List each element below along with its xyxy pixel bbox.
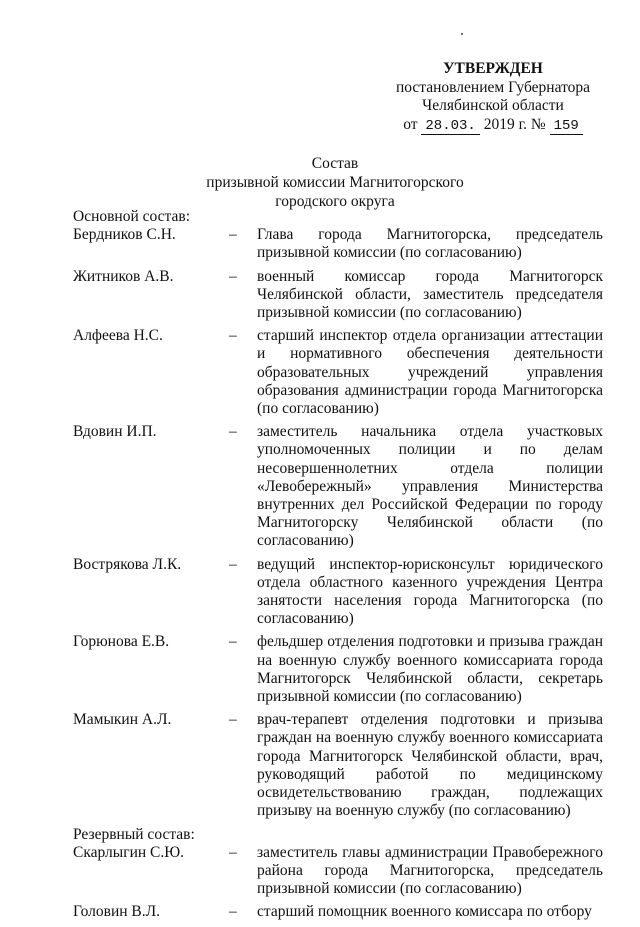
member-row (73, 423, 603, 550)
member-role: врач-терапевт отделения подготовки и призыва граждан на военную службу военного комиссариата города Магнитогорск Челябинской области, врач, руководящий работой по медицинскому освидетельствованию граждан, подлежащих призыву на военную службу (по согласованию) (257, 711, 603, 820)
main-section-label: Основной состав: (73, 208, 191, 225)
member-role: Глава города Магнитогорска, председатель призывной комиссии (по согласованию) (257, 226, 603, 262)
member-row (73, 711, 603, 820)
member-name: Бердников С.Н. (73, 226, 176, 244)
member-row (73, 903, 603, 921)
member-name: Вострякова Л.К. (73, 555, 182, 573)
member-role: ведущий инспектор-юрисконсульт юридического отдела областного казенного учреждения Центра занятости населения города Магнитогорска (по согласованию) (257, 555, 603, 628)
scan-speck (461, 33, 463, 35)
member-row (73, 327, 603, 418)
approval-line-2: Челябинской области (422, 97, 564, 114)
member-dash: – (229, 711, 237, 729)
member-dash: – (229, 555, 237, 573)
approval-line-1: постановлением Губернатора (395, 78, 591, 96)
member-dash: – (229, 903, 237, 921)
member-dash: – (229, 423, 237, 441)
member-row (73, 268, 603, 323)
member-dash: – (229, 267, 237, 285)
member-role: заместитель начальника отдела участковых уполномоченных полиции и по делам несовершеннолетних отдела полиции «Левобережный» управления Министерства внутренних дел Российской Федерации по городу Магнитогорску Челябинской области (по согласованию) (257, 423, 603, 550)
member-dash: – (229, 327, 237, 345)
member-row (73, 633, 603, 706)
member-role: старший помощник военного комиссара по отбору (257, 903, 592, 921)
member-name: Житников А.В. (73, 267, 174, 285)
member-name: Горюнова Е.В. (73, 633, 170, 651)
member-name: Скарлыгин С.Ю. (73, 843, 185, 861)
approval-block (384, 60, 602, 135)
year-text: 2019 г. № (483, 115, 546, 133)
member-name: Мамыкин А.Л. (73, 711, 172, 729)
document-heading (150, 154, 520, 211)
member-role: военный комиссар города Магнитогорск Челябинской области, заместитель председателя призывной комиссии (по согласованию) (257, 267, 603, 322)
member-name: Алфеева Н.С. (73, 327, 163, 345)
member-name: Головин В.Л. (73, 903, 161, 921)
member-dash: – (229, 226, 237, 244)
member-role: старший инспектор отдела организации аттестации и нормативного обеспечения деятельности образовательных учреждений управления образования администрации города Магнитогорска (по согласованию) (257, 327, 603, 418)
member-row (73, 226, 603, 262)
member-role: заместитель главы администрации Правобережного района города Магнитогорска, председатель призывной комиссии (по согласованию) (257, 843, 603, 898)
member-row (73, 556, 603, 629)
approval-number: 159 (550, 119, 583, 135)
member-name: Вдовин И.П. (73, 423, 157, 441)
heading-line-2: призывной комиссии Магнитогорского (206, 174, 464, 191)
date-prefix: от (403, 115, 418, 133)
approval-date-line (384, 116, 602, 135)
member-role: фельдшер отделения подготовки и призыва граждан на военную службу военного комиссариата города Магнитогорск Челябинской области, секретарь призывной комиссии (по согласованию) (257, 633, 603, 706)
member-dash: – (229, 633, 237, 651)
member-row (73, 844, 603, 899)
approval-date: 28.03. (421, 119, 479, 135)
reserve-section-label: Резервный состав: (73, 825, 195, 843)
commission-list (73, 208, 603, 927)
member-dash: – (229, 843, 237, 861)
heading-line-1: Состав (311, 155, 359, 172)
heading-line-3: городского округа (275, 193, 395, 210)
approval-title: УТВЕРЖДЕН (443, 60, 543, 77)
